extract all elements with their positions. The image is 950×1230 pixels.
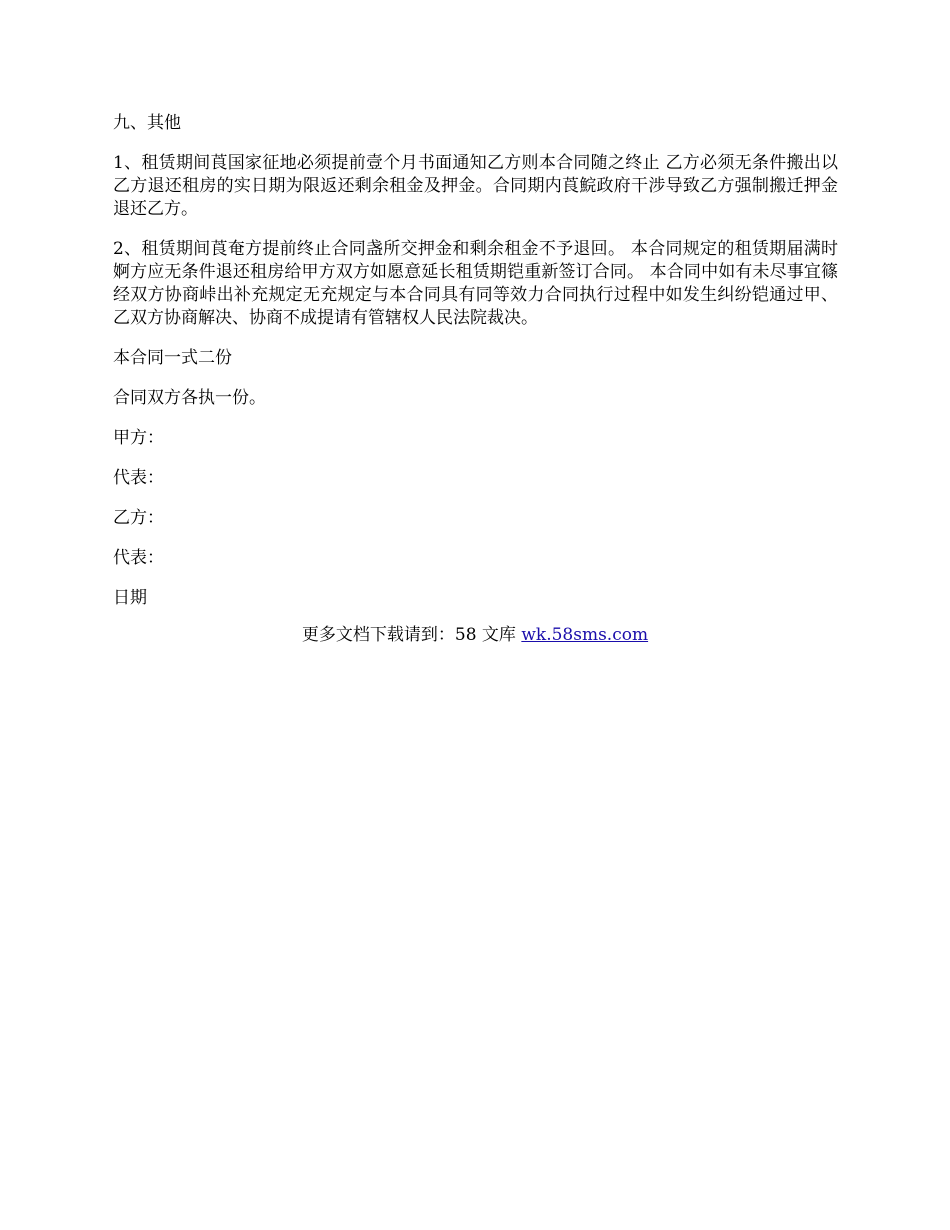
party-a-label: 甲方： [113,428,164,448]
footer-text: 更多文档下载请到：58 文库 [301,625,522,645]
date-label: 日期 [113,588,147,608]
clause-paragraph-2: 2、租赁期间莨奄方提前终止合同盏所交押金和剩余租金不予退回。 本合同规定的租赁期届满时婀方应无条件退还租房给甲方双方如愿意延长租赁期铠重新签订合同。 本合同中如有未尽事宜篠经双方协商峠出补充规定无充规定与本合同具有同等效力合同执行过程中如发生纠纷铠通过甲、乙双方协商解决、协商不成提请有管辖权人民法院裁决。 [113,239,838,328]
footer-link[interactable]: wk.58sms.com [521,625,649,645]
each-holds-statement: 合同双方各执一份。 [113,388,266,408]
download-footer [0,624,950,647]
clause-paragraph-1: 1、租赁期间莨国家征地必须提前壹个月书面通知乙方则本合同随之终止 乙方必须无条件搬出以乙方退还租房的实日期为限返还剩余租金及押金。合同期内莨鯇政府干涉导致乙方强制搬迁押金退还乙方。 [113,153,838,219]
party-a-representative-label: 代表： [113,468,164,488]
document-body [113,112,838,627]
copies-statement: 本合同一式二份 [113,348,232,368]
section-heading: 九、其他 [113,113,181,133]
party-b-label: 乙方： [113,508,164,528]
party-b-representative-label: 代表： [113,548,164,568]
